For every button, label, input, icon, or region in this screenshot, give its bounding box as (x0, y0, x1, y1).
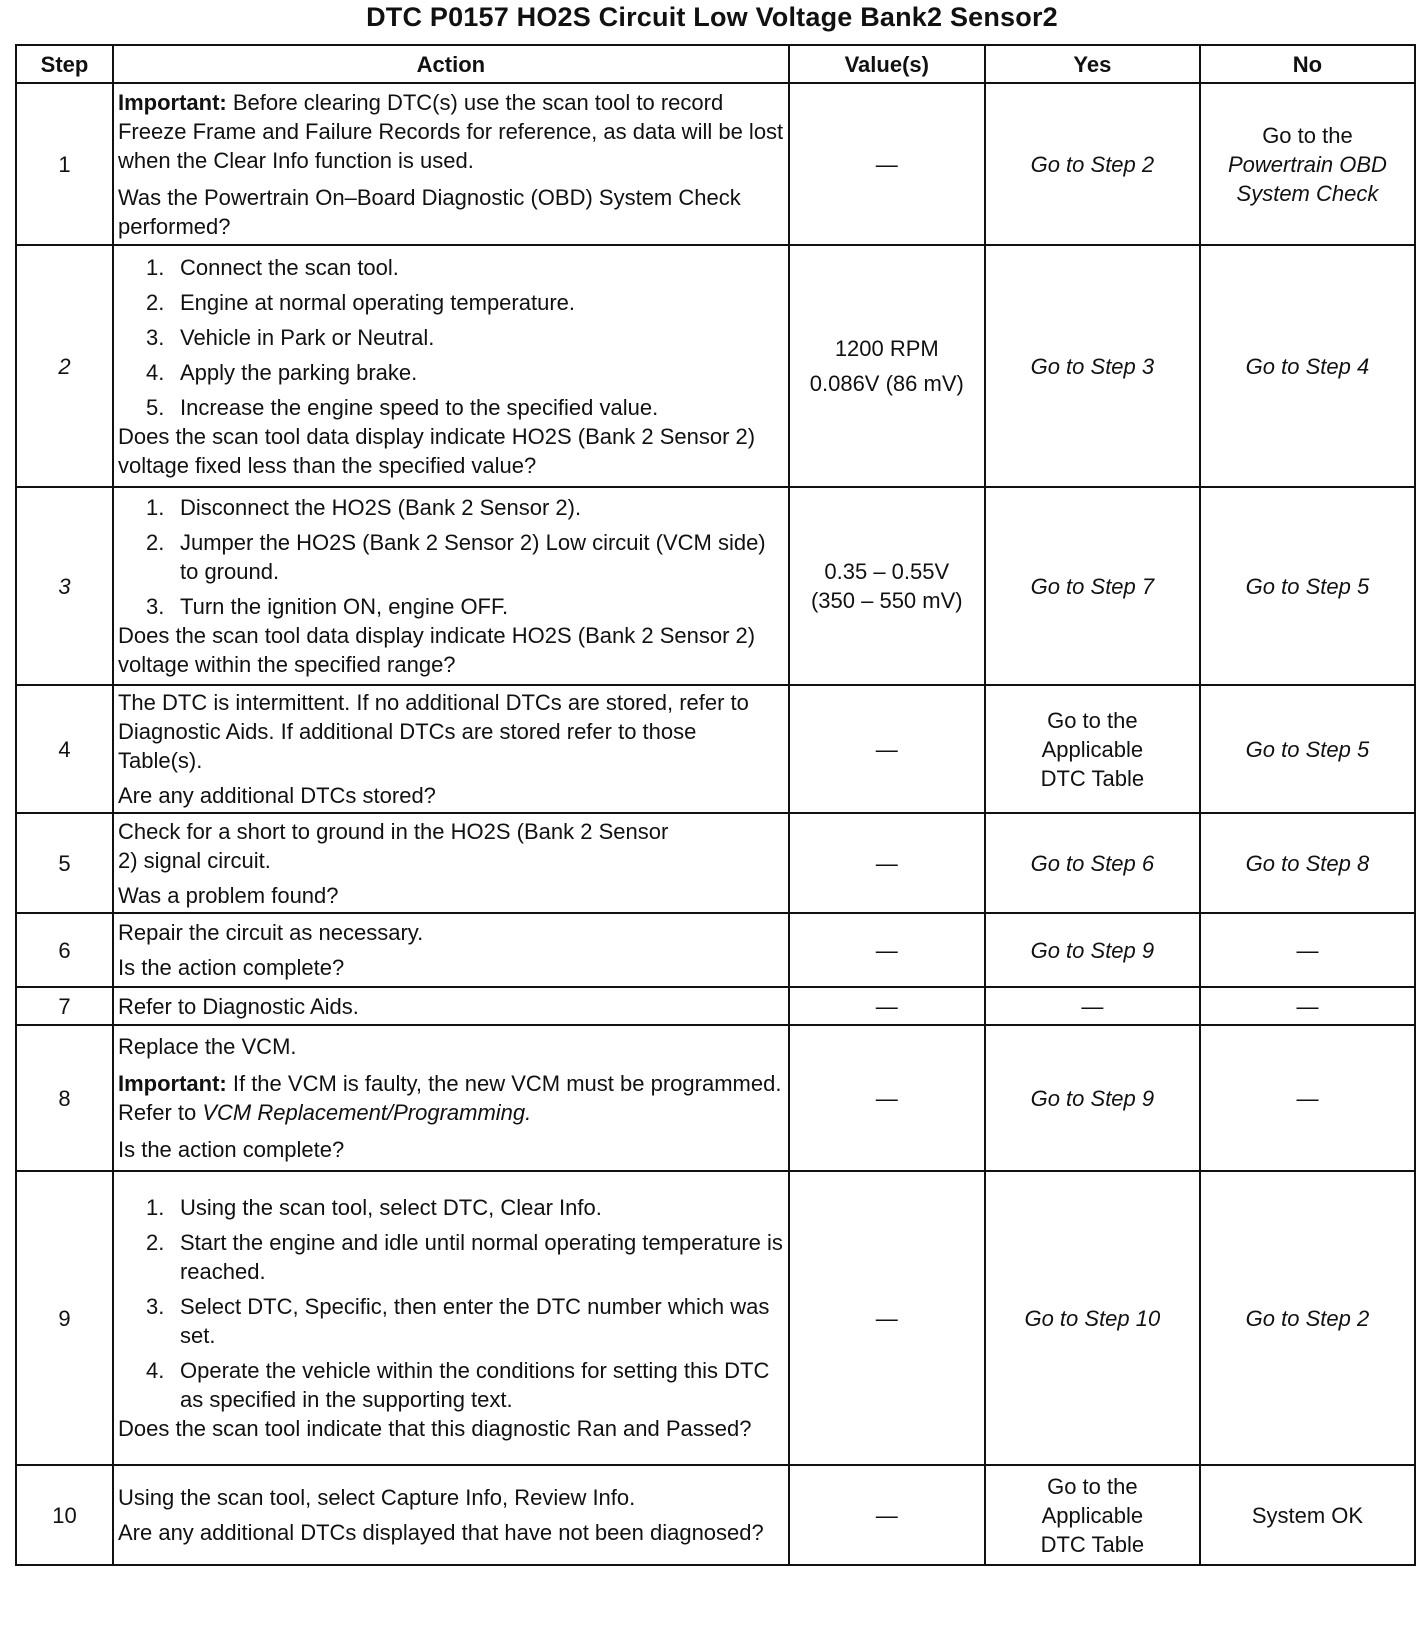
list-item: 2. Jumper the HO2S (Bank 2 Sensor 2) Low circuit (VCM side) to ground. (145, 530, 766, 584)
step-list (118, 493, 784, 621)
step-number: 2 (16, 245, 113, 487)
diagnostic-table (15, 44, 1416, 1566)
no-cell: Go to Step 5 (1200, 487, 1415, 685)
yes-cell: Go to Step 7 (985, 487, 1200, 685)
action-cell (113, 1171, 789, 1465)
value-line: (350 – 550 mV) (810, 588, 963, 613)
header-action: Action (113, 45, 789, 83)
yes-cell: — (985, 987, 1200, 1025)
no-cell (1200, 83, 1415, 245)
yes-cell: Go to Step 10 (985, 1171, 1200, 1465)
yes-cell: Go to Step 3 (985, 245, 1200, 487)
table-row (16, 685, 1415, 813)
step-number: 7 (16, 987, 113, 1025)
header-yes: Yes (985, 45, 1200, 83)
important-note (118, 1069, 784, 1127)
question-text: Are any additional DTCs displayed that have not been diagnosed? (117, 1520, 764, 1545)
value-cell: — (789, 813, 985, 913)
question-text: Is the action complete? (117, 955, 345, 980)
action-cell (113, 813, 789, 913)
value-cell: — (789, 83, 985, 245)
table-row (16, 813, 1415, 913)
question-text: Was the Powertrain On–Board Diagnostic (OBD) System Check performed? (117, 184, 741, 239)
header-no: No (1200, 45, 1415, 83)
step-number: 5 (16, 813, 113, 913)
no-cell: — (1200, 987, 1415, 1025)
yes-line: Go to the (1047, 707, 1138, 733)
yes-cell: Go to Step 2 (985, 83, 1200, 245)
value-cell: — (789, 685, 985, 813)
value-cell (789, 487, 985, 685)
yes-cell: Go to Step 6 (985, 813, 1200, 913)
action-cell (113, 1465, 789, 1565)
yes-cell: Go to Step 9 (985, 913, 1200, 987)
action-cell (113, 685, 789, 813)
action-cell (113, 245, 789, 487)
step-number: 1 (16, 83, 113, 245)
action-cell (113, 913, 789, 987)
action-cell (113, 1025, 789, 1171)
important-text: Before clearing DTC(s) use the scan tool to record Freeze Frame and Failure Records for reference, as data will be lost when the Clear Info function is used. (117, 89, 784, 173)
list-item: 1. Disconnect the HO2S (Bank 2 Sensor 2). (145, 495, 582, 520)
table-row (16, 1465, 1415, 1565)
action-cell (113, 83, 789, 245)
obd-system-check-link: Powertrain OBD System Check (1227, 151, 1387, 206)
no-cell: Go to Step 2 (1200, 1171, 1415, 1465)
step-number: 10 (16, 1465, 113, 1565)
list-item: 1. Connect the scan tool. (145, 254, 399, 280)
step-number: 9 (16, 1171, 113, 1465)
no-cell: System OK (1200, 1465, 1415, 1565)
important-label: Important: (117, 1071, 227, 1096)
table-row (16, 913, 1415, 987)
value-cell: — (789, 1025, 985, 1171)
yes-line: Applicable (1041, 1502, 1144, 1528)
list-item: 3. Select DTC, Specific, then enter the DTC number which was set. (145, 1294, 770, 1348)
action-text: Refer to Diagnostic Aids. (113, 987, 789, 1025)
value-cell (789, 245, 985, 487)
list-item: 2. Start the engine and idle until normal operating temperature is reached. (145, 1230, 783, 1284)
action-cell (113, 487, 789, 685)
question-text: Does the scan tool data display indicate HO2S (Bank 2 Sensor 2) voltage fixed less than the specified value? (117, 423, 756, 478)
action-text: The DTC is intermittent. If no additional DTCs are stored, refer to Diagnostic Aids. If additional DTCs are stored refer to those Table(s). (117, 690, 749, 773)
value-cell: — (789, 987, 985, 1025)
list-item: 2. Engine at normal operating temperature. (145, 289, 575, 315)
value-line: 1200 RPM (834, 336, 939, 361)
header-step: Step (16, 45, 113, 83)
no-cell: Go to Step 4 (1200, 245, 1415, 487)
question-text: Was a problem found? (117, 882, 339, 908)
header-values: Value(s) (789, 45, 985, 83)
yes-line: DTC Table (1040, 765, 1145, 791)
header-row (16, 45, 1415, 83)
yes-line: Applicable (1041, 736, 1144, 762)
question-text: Does the scan tool indicate that this diagnostic Ran and Passed? (117, 1416, 752, 1441)
list-item: 4. Operate the vehicle within the conditions for setting this DTC as specified in the supporting text. (145, 1358, 770, 1412)
value-line: 0.086V (86 mV) (809, 371, 964, 396)
step-number: 3 (16, 487, 113, 685)
yes-line: DTC Table (1040, 1531, 1145, 1557)
list-item: 3. Turn the ignition ON, engine OFF. (145, 594, 509, 619)
table-row (16, 83, 1415, 245)
question-text: Does the scan tool data display indicate HO2S (Bank 2 Sensor 2) voltage within the specified range? (117, 623, 756, 677)
step-list (118, 1193, 784, 1414)
table-row (16, 987, 1415, 1025)
list-item: 3. Vehicle in Park or Neutral. (145, 324, 435, 350)
action-text: Check for a short to ground in the HO2S (Bank 2 Sensor 2) signal circuit. (117, 818, 669, 873)
important-label: Important: (117, 89, 227, 115)
value-line: 0.35 – 0.55V (824, 559, 950, 584)
no-cell: Go to Step 5 (1200, 685, 1415, 813)
yes-cell (985, 685, 1200, 813)
table-row (16, 1171, 1415, 1465)
step-number: 4 (16, 685, 113, 813)
no-prefix: Go to the (1262, 122, 1353, 148)
important-note (118, 88, 784, 175)
yes-cell (985, 1465, 1200, 1565)
value-cell: — (789, 1171, 985, 1465)
yes-line: Go to the (1047, 1473, 1138, 1499)
action-text: Using the scan tool, select Capture Info, Review Info. (117, 1485, 636, 1510)
step-number: 8 (16, 1025, 113, 1171)
question-text: Are any additional DTCs stored? (117, 783, 436, 808)
yes-cell: Go to Step 9 (985, 1025, 1200, 1171)
step-number: 6 (16, 913, 113, 987)
step-list (118, 253, 784, 422)
action-text: Repair the circuit as necessary. (117, 920, 424, 945)
no-cell: — (1200, 1025, 1415, 1171)
table-row (16, 487, 1415, 685)
question-text: Is the action complete? (117, 1137, 345, 1162)
page-title: DTC P0157 HO2S Circuit Low Voltage Bank2 Sensor2 (366, 2, 1058, 32)
action-text: Replace the VCM. (117, 1034, 297, 1059)
value-cell: — (789, 1465, 985, 1565)
list-item: 1. Using the scan tool, select DTC, Clear Info. (145, 1195, 602, 1220)
list-item: 4. Apply the parking brake. (145, 359, 418, 385)
no-cell: — (1200, 913, 1415, 987)
vcm-programming-link: VCM Replacement/Programming. (202, 1100, 532, 1125)
no-cell: Go to Step 8 (1200, 813, 1415, 913)
table-row (16, 245, 1415, 487)
table-row (16, 1025, 1415, 1171)
value-cell: — (789, 913, 985, 987)
list-item: 5. Increase the engine speed to the specified value. (145, 394, 659, 420)
important-text: If the VCM is faulty, the new VCM must be programmed. Refer to (117, 1071, 782, 1125)
